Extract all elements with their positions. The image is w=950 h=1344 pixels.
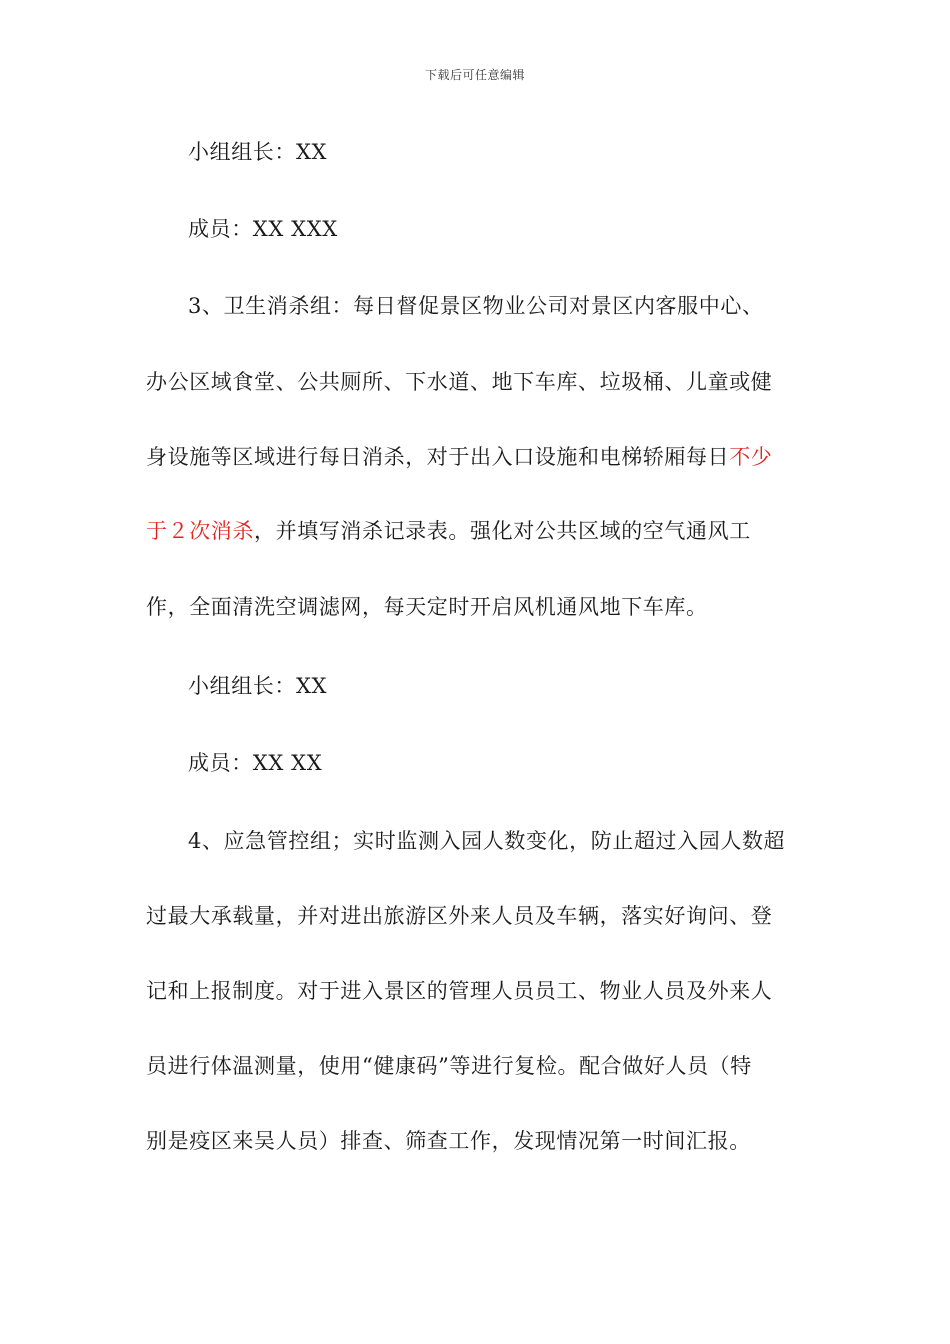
paragraph-line [146,442,826,472]
highlight-text: 不少 [729,445,773,469]
group-leader-line: 小组组长：XX [188,674,328,698]
paragraph-line: 记和上报制度。对于进入景区的管理人员员工、物业人员及外来人 [146,979,773,1003]
paragraph-line: 员进行体温测量，使用“健康码”等进行复检。配合做好人员（特 [146,1054,752,1078]
paragraph-line: 办公区域食堂、公共厕所、下水道、地下车库、垃圾桶、儿童或健 [146,370,773,394]
highlight-text: 于２次消杀 [146,519,254,543]
paragraph-line [146,516,826,546]
paragraph-line: 3、卫生消杀组：每日督促景区物业公司对景区内客服中心、 [188,294,764,318]
text-run: ，并填写消杀记录表。强化对公共区域的空气通风工 [254,519,751,543]
paragraph-line: 4、应急管控组；实时监测入园人数变化，防止超过入园人数超 [188,829,786,853]
page-header: 下载后可任意编辑 [424,68,525,82]
members-line: 成员：XX XX [188,751,323,775]
text-run: 身设施等区域进行每日消杀，对于出入口设施和电梯轿厢每日 [146,445,730,469]
members-line: 成员：XX XXX [188,217,338,241]
paragraph-line: 别是疫区来吴人员）排查、筛查工作，发现情况第一时间汇报。 [146,1129,751,1153]
paragraph-line: 过最大承载量，并对进出旅游区外来人员及车辆，落实好询问、登 [146,904,773,928]
paragraph-line: 作，全面清洗空调滤网，每天定时开启风机通风地下车库。 [146,595,708,619]
group-leader-line: 小组组长：XX [188,140,328,164]
